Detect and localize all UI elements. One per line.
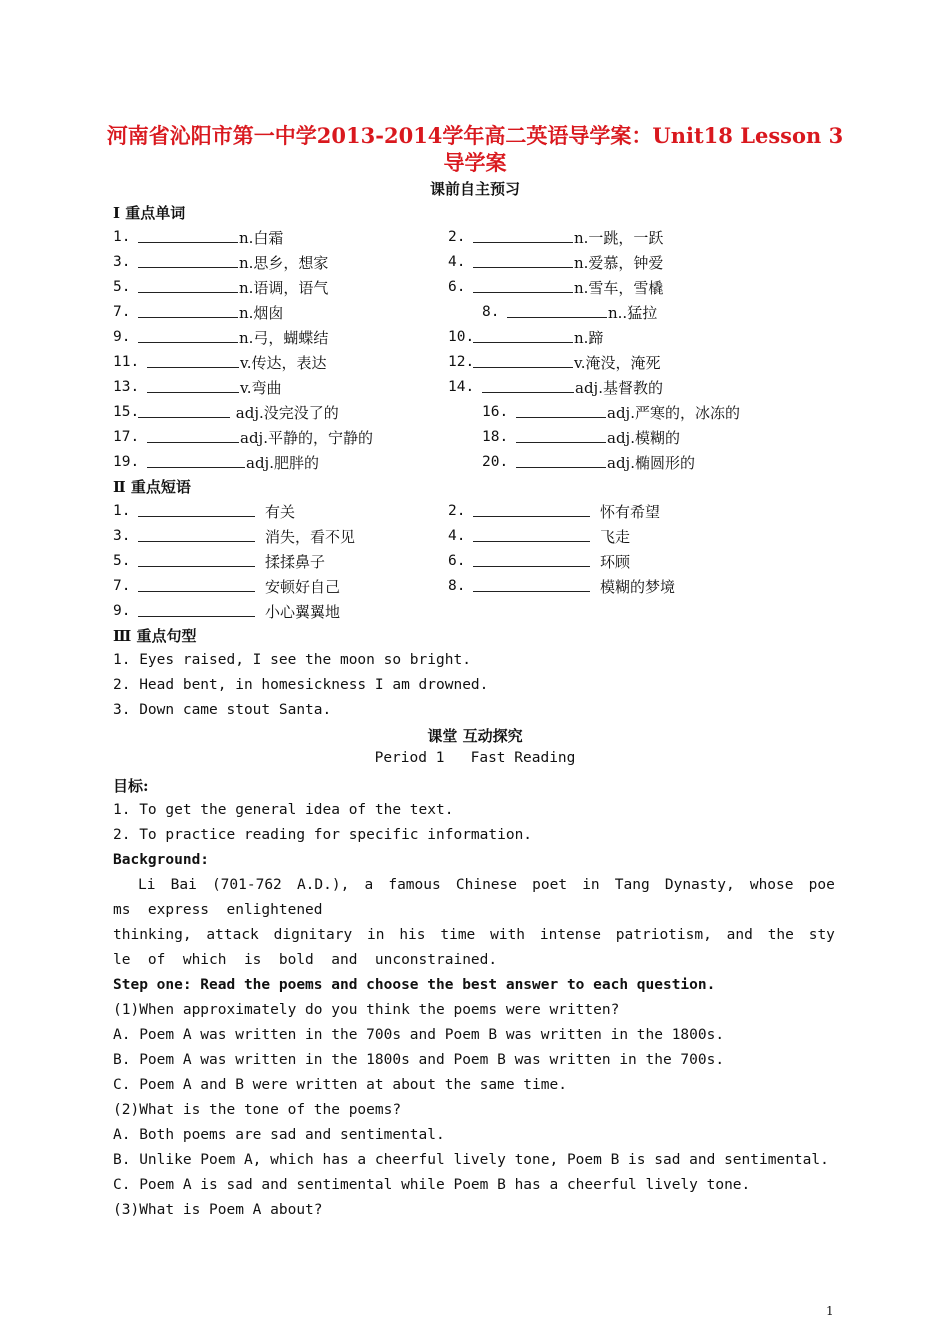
word-item-number: 12. [448, 354, 475, 370]
sentence-pattern-3: 3. Down came stout Santa. [113, 702, 332, 718]
word-item [516, 427, 680, 448]
phrase-item [138, 501, 295, 522]
background-word: Chinese [455, 877, 517, 893]
background-word: poet [532, 877, 568, 893]
part2-heading: Ⅱ 重点短语 [113, 478, 191, 496]
phrase-item [473, 551, 630, 572]
background-word: his [399, 927, 426, 943]
word-item-number: 1. [113, 229, 131, 245]
answer-blank[interactable] [516, 452, 606, 468]
phrase-item [473, 501, 660, 522]
phrase-item [138, 576, 340, 597]
phrase-item-number: 7. [113, 578, 131, 594]
word-definition: adj.模糊的 [607, 429, 680, 447]
word-item [147, 352, 326, 373]
word-item [138, 327, 328, 348]
phrase-item-number: 2. [448, 503, 466, 519]
answer-blank[interactable] [138, 327, 238, 343]
answer-option: A. Poem A was written in the 700s and Poem B was written in the 1800s. [113, 1027, 725, 1043]
word-definition: n.雪车，雪橇 [574, 279, 664, 297]
background-word: Li [138, 877, 156, 893]
goals-label: 目标: [113, 777, 149, 795]
background-word: dignitary [273, 927, 353, 943]
phrase-definition: 环顾 [600, 553, 631, 571]
word-item-number: 2. [448, 229, 466, 245]
phrase-definition: 安顿好自己 [265, 578, 341, 596]
word-definition: adj.基督教的 [575, 379, 663, 397]
answer-blank[interactable] [147, 452, 245, 468]
phrase-item [138, 601, 340, 622]
answer-option: B. Unlike Poem A, which has a cheerful lively tone, Poem B is sad and sentimental. [113, 1152, 829, 1168]
background-word: (701-762 [211, 877, 282, 893]
answer-blank[interactable] [138, 576, 255, 592]
word-definition: adj.平静的，宁静的 [240, 429, 373, 447]
word-definition: n.烟囱 [239, 304, 284, 322]
background-word: sty [808, 927, 835, 943]
answer-blank[interactable] [473, 576, 590, 592]
background-word: A.D.), [296, 877, 350, 893]
phrase-item [138, 526, 355, 547]
answer-option: A. Both poems are sad and sentimental. [113, 1127, 445, 1143]
word-definition: adj.肥胖的 [246, 454, 319, 472]
background-word: in [582, 877, 600, 893]
word-definition: n.语调，语气 [239, 279, 329, 297]
sentence-pattern-1: 1. Eyes raised, I see the moon so bright. [113, 652, 471, 668]
phrase-definition: 模糊的梦境 [600, 578, 676, 596]
word-item-number: 16. [482, 404, 509, 420]
background-word: poe [808, 877, 835, 893]
word-definition: adj.严寒的，冰冻的 [607, 404, 740, 422]
word-item-number: 5. [113, 279, 131, 295]
word-item [473, 227, 663, 248]
phrase-item-number: 3. [113, 528, 131, 544]
answer-blank[interactable] [138, 252, 238, 268]
word-item-number: 19. [113, 454, 140, 470]
word-definition: n.爱慕，钟爱 [574, 254, 664, 272]
answer-blank[interactable] [138, 227, 238, 243]
phrase-definition: 怀有希望 [600, 503, 661, 521]
answer-blank[interactable] [138, 601, 255, 617]
word-definition: adj.椭圆形的 [607, 454, 695, 472]
answer-blank[interactable] [138, 302, 238, 318]
question-text: (1)When approximately do you think the poems were written? [113, 1002, 620, 1018]
answer-blank[interactable] [138, 277, 238, 293]
answer-option: C. Poem A and B were written at about the same time. [113, 1077, 567, 1093]
word-item [147, 377, 281, 398]
background-word: and [726, 927, 753, 943]
part1-heading: Ⅰ 重点单词 [113, 204, 186, 222]
word-definition: v.传达，表达 [240, 354, 327, 372]
answer-blank[interactable] [473, 526, 590, 542]
answer-blank[interactable] [147, 377, 239, 393]
word-item [473, 352, 660, 373]
answer-blank[interactable] [473, 352, 573, 368]
word-item-number: 6. [448, 279, 466, 295]
step-one-heading: Step one: Read the poems and choose the best answer to each question. [113, 977, 716, 993]
background-word: whose [749, 877, 794, 893]
goal-item-1: 1. To get the general idea of the text. [113, 802, 454, 818]
word-definition: adj.没完没了的 [231, 404, 339, 422]
word-item-number: 20. [482, 454, 509, 470]
part3-heading: Ⅲ 重点句型 [113, 627, 197, 645]
background-word: with [490, 927, 526, 943]
background-word: famous [388, 877, 441, 893]
word-item [516, 452, 695, 473]
answer-blank[interactable] [473, 252, 573, 268]
background-word: Dynasty, [664, 877, 735, 893]
word-definition: v.弯曲 [240, 379, 282, 397]
background-word: Tang [614, 877, 650, 893]
phrase-item-number: 6. [448, 553, 466, 569]
word-item-number: 7. [113, 304, 131, 320]
background-word: in [367, 927, 385, 943]
word-item-number: 3. [113, 254, 131, 270]
word-item-number: 10. [448, 329, 475, 345]
word-item-number: 4. [448, 254, 466, 270]
phrase-definition: 消失，看不见 [265, 528, 356, 546]
phrase-definition: 有关 [265, 503, 296, 521]
word-definition: n.思乡，想家 [239, 254, 329, 272]
word-item-number: 8. [482, 304, 500, 320]
word-item [473, 252, 663, 273]
answer-blank[interactable] [507, 302, 607, 318]
answer-blank[interactable] [147, 427, 239, 443]
phrase-item-number: 1. [113, 503, 131, 519]
word-item [138, 302, 283, 323]
answer-blank[interactable] [482, 377, 574, 393]
word-definition: n.一跳，一跃 [574, 229, 664, 247]
period-heading: Period 1 Fast Reading [374, 750, 576, 766]
goal-item-2: 2. To practice reading for specific information. [113, 827, 533, 843]
answer-blank[interactable] [473, 327, 573, 343]
word-definition: n.白霜 [239, 229, 284, 247]
phrase-definition: 飞走 [600, 528, 631, 546]
word-definition: n.弓，蝴蝶结 [239, 329, 329, 347]
answer-blank[interactable] [138, 526, 255, 542]
background-word: time [440, 927, 476, 943]
page-number: 1 [826, 1304, 834, 1318]
word-item-number: 15. [113, 404, 140, 420]
answer-blank[interactable] [138, 501, 255, 517]
word-item [138, 402, 339, 423]
background-line-3 [113, 923, 835, 948]
background-word: attack [206, 927, 259, 943]
word-item [138, 227, 283, 248]
answer-option: C. Poem A is sad and sentimental while Poem B has a cheerful lively tone. [113, 1177, 751, 1193]
background-line-2: ms express enlightened [113, 902, 323, 918]
word-item [507, 302, 657, 323]
phrase-item-number: 5. [113, 553, 131, 569]
word-definition: n.蹄 [574, 329, 604, 347]
section-class-heading: 课堂 互动探究 [427, 727, 523, 745]
background-line-4: le of which is bold and unconstrained. [113, 952, 498, 968]
phrase-item-number: 8. [448, 578, 466, 594]
sentence-pattern-2: 2. Head bent, in homesickness I am drowned. [113, 677, 489, 693]
background-word: Bai [170, 877, 197, 893]
answer-blank[interactable] [473, 551, 590, 567]
word-item-number: 14. [448, 379, 475, 395]
word-item [138, 252, 328, 273]
background-word: thinking, [113, 927, 192, 943]
word-item [482, 377, 663, 398]
word-item [473, 327, 603, 348]
word-item [147, 452, 319, 473]
phrase-item-number: 4. [448, 528, 466, 544]
word-item-number: 9. [113, 329, 131, 345]
phrase-item-number: 9. [113, 603, 131, 619]
phrase-definition: 揉揉鼻子 [265, 553, 326, 571]
background-word: a [364, 877, 374, 893]
word-item [147, 427, 373, 448]
word-definition: v.淹没，淹死 [574, 354, 661, 372]
word-item-number: 11. [113, 354, 140, 370]
answer-blank[interactable] [138, 551, 255, 567]
answer-blank[interactable] [147, 352, 239, 368]
word-item [138, 277, 328, 298]
background-word: the [767, 927, 794, 943]
document-title: 河南省沁阳市第一中学2013-2014学年高二英语导学案：Unit18 Lesson 3 导学案 [106, 123, 844, 175]
word-item-number: 13. [113, 379, 140, 395]
answer-blank[interactable] [473, 501, 590, 517]
question-text: (2)What is the tone of the poems? [113, 1102, 402, 1118]
phrase-item [473, 526, 630, 547]
background-line-1 [138, 873, 835, 898]
answer-blank[interactable] [516, 402, 606, 418]
question-text: (3)What is Poem A about? [113, 1202, 323, 1218]
word-item-number: 17. [113, 429, 140, 445]
word-item [516, 402, 740, 423]
background-word: patriotism, [615, 927, 712, 943]
phrase-item [138, 551, 325, 572]
answer-blank[interactable] [473, 277, 573, 293]
answer-blank[interactable] [473, 227, 573, 243]
background-label: Background: [113, 852, 210, 868]
answer-blank[interactable] [516, 427, 606, 443]
background-word: intense [539, 927, 601, 943]
phrase-definition: 小心翼翼地 [265, 603, 341, 621]
section-preview-heading: 课前自主预习 [429, 180, 520, 198]
phrase-item [473, 576, 675, 597]
word-item [473, 277, 663, 298]
answer-option: B. Poem A was written in the 1800s and Poem B was written in the 700s. [113, 1052, 725, 1068]
word-item-number: 18. [482, 429, 509, 445]
answer-blank[interactable] [138, 402, 230, 418]
word-definition: n..猛拉 [608, 304, 658, 322]
